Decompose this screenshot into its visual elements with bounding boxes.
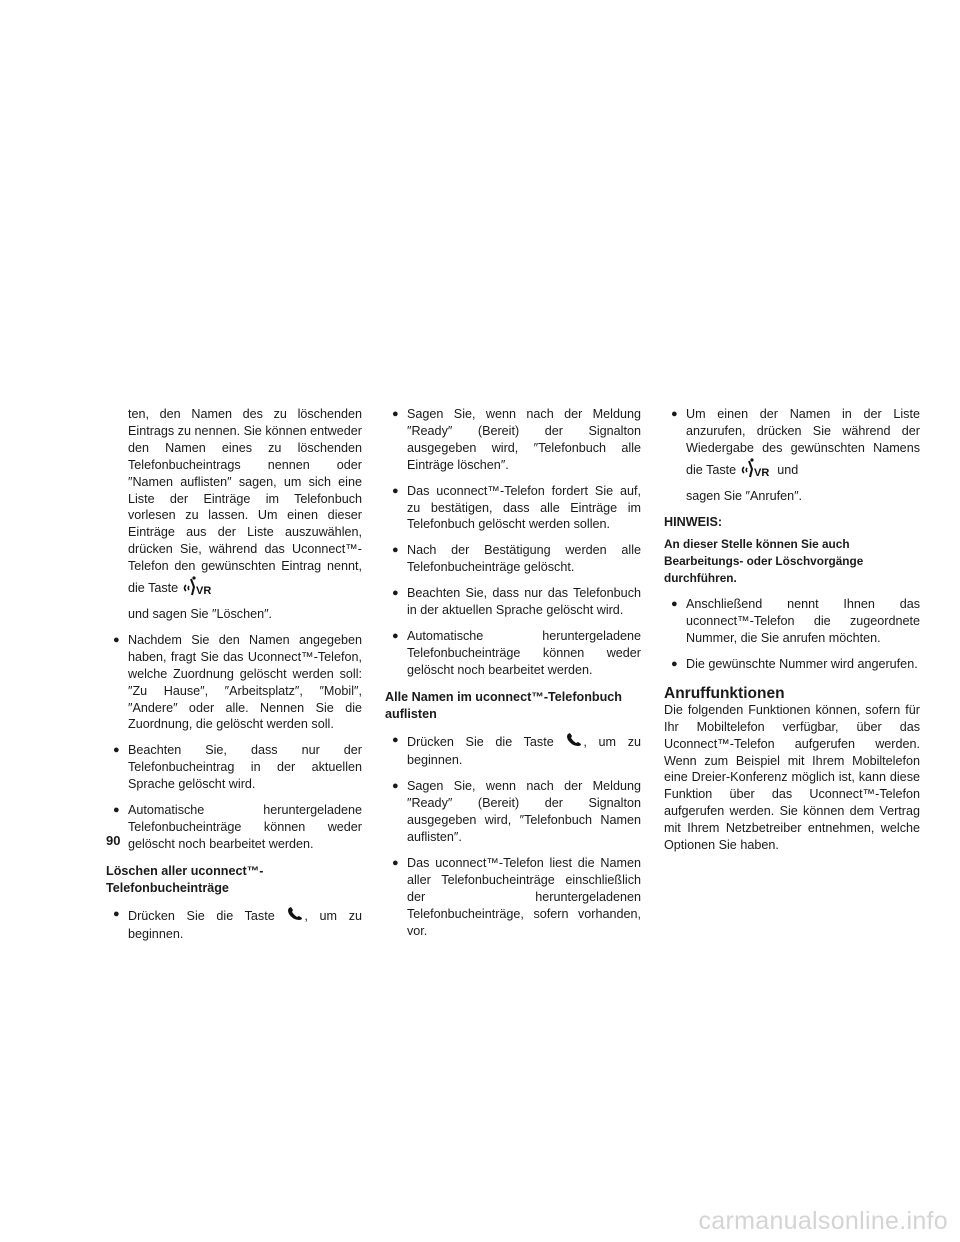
svg-text:VR: VR: [753, 466, 769, 479]
list-item: ● Das uconnect™-Telefon liest die Namen aller Telefonbucheinträge einschließlich der heruntergeladenen Telefonbucheinträge, sofern vorhanden, vor.: [392, 855, 641, 938]
svg-text:VR: VR: [195, 585, 211, 598]
list-item: ● Sagen Sie, wenn nach der Meldung ″Ready″ (Bereit) der Signalton ausgegeben wird, ″Telefonbuch alle Einträge löschen″.: [392, 407, 641, 472]
list-item: ● Beachten Sie, dass nur der Telefonbucheintrag in der aktuellen Sprache gelöscht wird.: [113, 743, 362, 792]
bullet-icon: ●: [392, 408, 399, 420]
voice-recognition-icon: [740, 457, 774, 484]
bullet-icon: ●: [671, 408, 678, 420]
bullet-icon: ●: [113, 804, 120, 817]
note-body: An dieser Stelle können Sie auch Bearbeitungs- oder Löschvorgänge durchführen.: [664, 537, 864, 586]
bullet-icon: ●: [113, 744, 120, 757]
bullet-icon: ●: [113, 633, 120, 646]
intro-paragraph-end: und sagen Sie ″Löschen″.: [128, 606, 273, 621]
list-item: ● Drücken Sie die Taste , um zu beginnen.: [392, 733, 641, 768]
bullet-icon: ●: [113, 907, 120, 920]
column-1: [106, 406, 362, 943]
intro-paragraph: ten, den Namen des zu löschenden Eintrags zu nennen. Sie können entweder den Namen eines zu löschenden Telefonbucheintrags nennen oder ″Namen auflisten″ sagen, um sich eine Liste der Einträge im Telefonbuch vorlesen zu lassen. Um einen dieser Einträge aus der Liste auszuwählen, drücken Sie, während das Uconnect™-Telefon den gewünschten Eintrag nennt, die Taste VR: [106, 406, 362, 602]
page-number: 90: [106, 833, 121, 848]
call-functions-paragraph: Die folgenden Funktionen können, sofern für Ihr Mobiltelefon verfügbar, über das Uconnect™-Telefon aufgerufen werden. Wenn zum Beispiel mit Ihrem Mobiltelefon eine Dreier-Konferenz möglich ist, kann diese Funktion über das Uconnect™-Telefon aufgerufen werden. Sie können dem Vertrag mit Ihrem Netzbetreiber entnehmen, welche Optionen Sie haben.: [664, 702, 920, 853]
phone-icon: [565, 732, 583, 753]
bullet-icon: ●: [392, 780, 399, 793]
bullet-icon: ●: [392, 587, 399, 600]
list-item: ● Das uconnect™-Telefon fordert Sie auf, zu bestätigen, dass alle Einträge im Telefonbuch gelöscht werden sollen.: [392, 483, 641, 532]
list-item: ● Nachdem Sie den Namen angegeben haben, fragt Sie das Uconnect™-Telefon, welche Zuordnung gelöscht werden soll: ″Zu Hause″, ″Arbeitsplatz″, ″Mobil″, ″Andere″ oder alle. Nennen Sie die Zuordnung, die gelöscht werden soll.: [113, 632, 362, 732]
column-2: [385, 406, 641, 939]
bullet-icon: ●: [392, 856, 399, 869]
section-heading-call-functions: Anruffunktionen: [664, 684, 785, 702]
column-3: [664, 406, 920, 854]
list-item: ● Automatische heruntergeladene Telefonbucheinträge können weder gelöscht noch bearbeitet werden.: [113, 803, 362, 851]
list-item: ● Um einen der Namen in der Liste anzurufen, drücken Sie während der Wiedergabe des gewünschten Namens die Taste VR und sagen Sie ″Anrufen″.: [671, 407, 920, 503]
list-item: ● Beachten Sie, dass nur das Telefonbuch in der aktuellen Sprache gelöscht wird.: [392, 586, 641, 618]
note-heading: HINWEIS:: [664, 514, 723, 529]
phone-icon: [286, 906, 304, 927]
list-item: ● Anschließend nennt Ihnen das uconnect™-Telefon die zugeordnete Nummer, die Sie anrufen möchten.: [671, 597, 920, 645]
bullet-icon: ●: [392, 629, 399, 642]
bullet-icon: ●: [392, 484, 399, 497]
bullet-icon: ●: [671, 598, 678, 611]
section-heading-list-names: Alle Namen im uconnect™-Telefonbuch auflisten: [385, 689, 622, 721]
list-item: ● Nach der Bestätigung werden alle Telefonbucheinträge gelöscht.: [392, 543, 641, 575]
watermark: carmanualsonline.info: [698, 1207, 948, 1235]
bullet-icon: ●: [392, 733, 399, 746]
list-item: ● Drücken Sie die Taste , um zu beginnen.: [113, 907, 362, 942]
list-item: ● Automatische heruntergeladene Telefonbucheinträge können weder gelöscht noch bearbeitet werden.: [392, 628, 641, 677]
section-heading-delete-all: Löschen aller uconnect™-Telefonbucheinträge: [106, 863, 264, 895]
bullet-icon: ●: [671, 657, 678, 670]
list-item: ● Die gewünschte Nummer wird angerufen.: [671, 656, 918, 671]
voice-recognition-icon: [182, 575, 216, 602]
list-item: ● Sagen Sie, wenn nach der Meldung ″Ready″ (Bereit) der Signalton ausgegeben wird, ″Telefonbuch Namen auflisten″.: [392, 779, 641, 845]
bullet-icon: ●: [392, 544, 399, 557]
